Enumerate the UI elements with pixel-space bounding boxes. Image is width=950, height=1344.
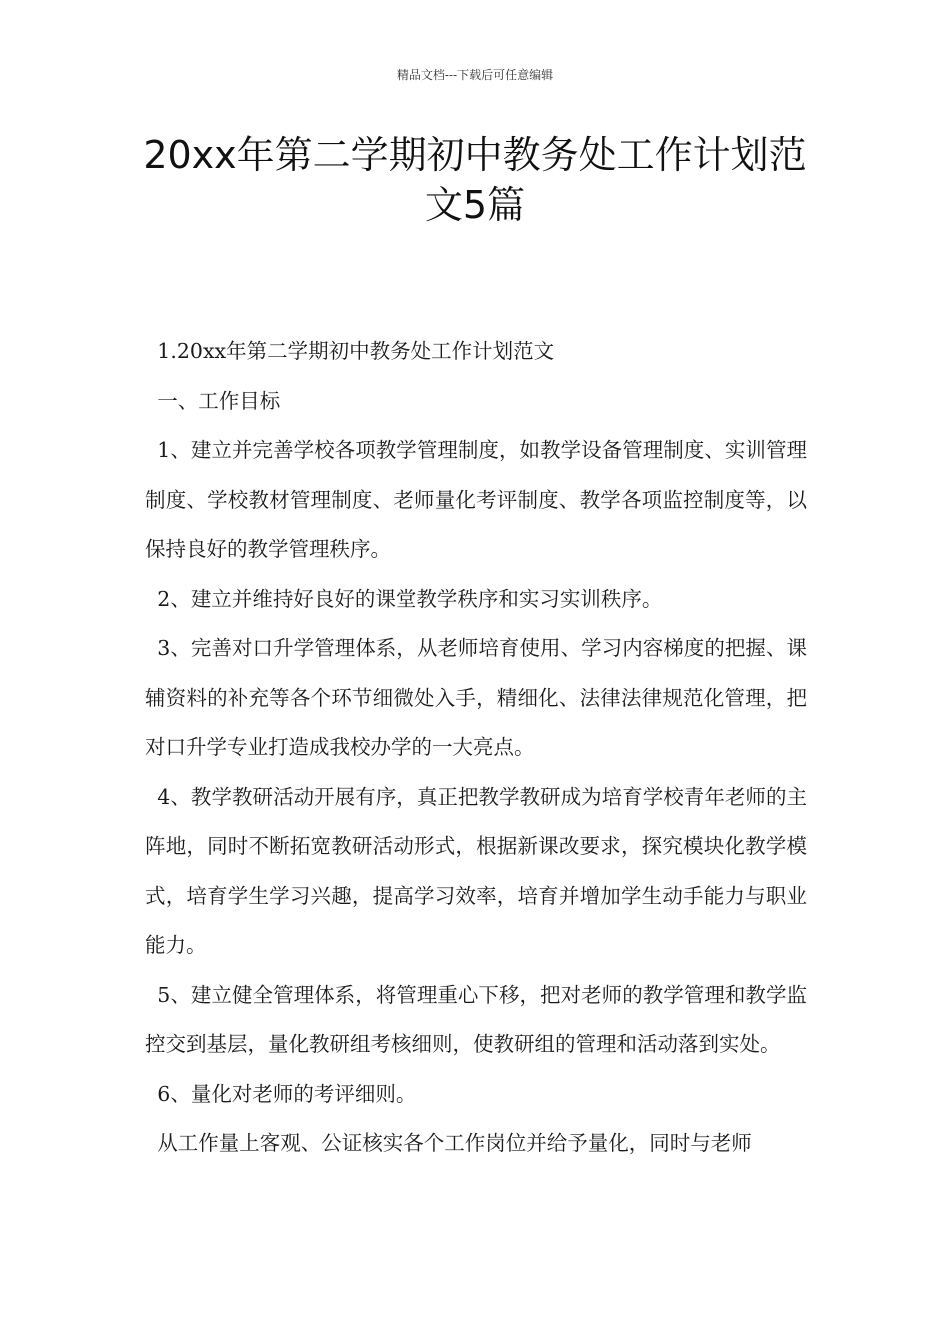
document-title: 20xx年第二学期初中教务处工作计划范文5篇 — [143, 133, 807, 227]
paragraph: 5、建立健全管理体系，将管理重心下移，把对老师的教学管理和教学监控交到基层，量化教研组考核细则，使教研组的管理和活动落到实处。 — [145, 982, 807, 1056]
paragraph: 从工作量上客观、公证核实各个工作岗位并给予量化，同时与老师 — [157, 1131, 752, 1155]
paragraph: 一、工作目标 — [157, 388, 281, 413]
document-body — [145, 327, 807, 1169]
paragraph: 2、建立并维持好良好的课堂教学秩序和实习实训秩序。 — [157, 586, 663, 611]
paragraph: 1、建立并完善学校各项教学管理制度，如教学设备管理制度、实训管理制度、学校教材管理制度、老师量化考评制度、教学各项监控制度等，以保持良好的教学管理秩序。 — [145, 438, 807, 561]
paragraph: 1.20xx年第二学期初中教务处工作计划范文 — [157, 339, 555, 363]
paragraph: 6、量化对老师的考评细则。 — [157, 1081, 417, 1106]
paragraph: 3、完善对口升学管理体系，从老师培育使用、学习内容梯度的把握、课辅资料的补充等各个环节细微处入手，精细化、法律法律规范化管理，把对口升学专业打造成我校办学的一大亮点。 — [145, 636, 807, 759]
paragraph: 4、教学教研活动开展有序，真正把教学教研成为培育学校青年老师的主阵地，同时不断拓宽教研活动形式，根据新课改要求，探究模块化教学模式，培育学生学习兴趣，提高学习效率，培育并增加学生动手能力与职业能力。 — [145, 784, 807, 957]
page-header: 精品文档---下载后可任意编辑 — [396, 68, 554, 82]
